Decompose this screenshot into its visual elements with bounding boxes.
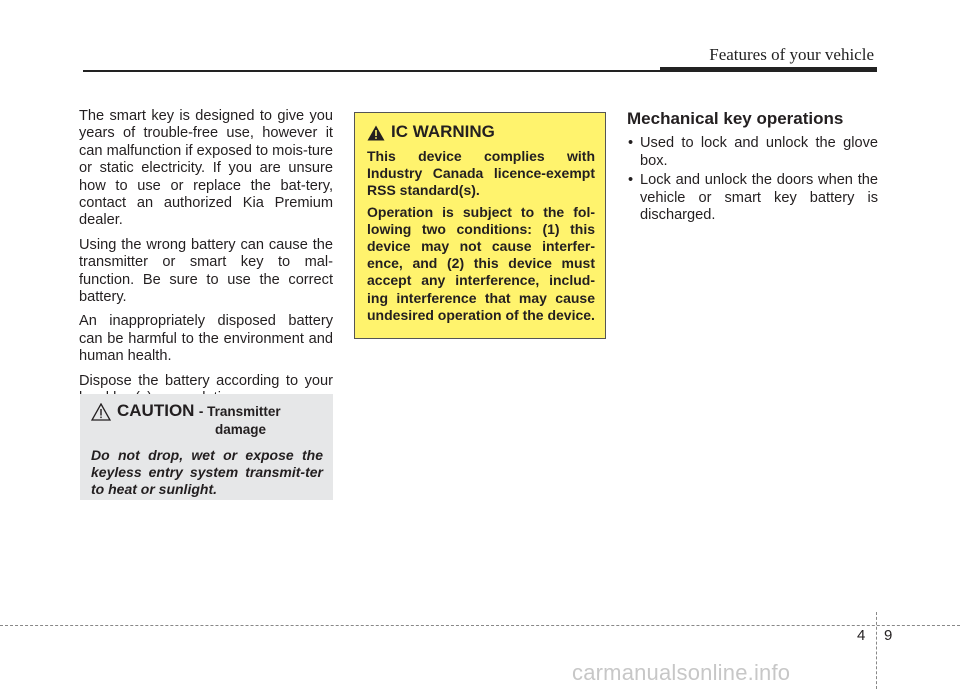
list-item-text: Lock and unlock the doors when the vehicle or smart key battery is discharged. bbox=[640, 172, 878, 224]
warning-triangle-icon bbox=[367, 125, 385, 141]
section-title: Mechanical key operations bbox=[627, 109, 844, 128]
header-rule-accent bbox=[660, 67, 877, 72]
warning-heading bbox=[367, 122, 595, 144]
paragraph: The smart key is designed to give you years of trouble-free use, however it can malfunction if exposed to mois-ture or static electricity. If you are unsure how to use or replace the bat-tery, contact an authorized Kia Premium dealer. bbox=[79, 108, 333, 229]
caution-subtitle-line2: damage bbox=[215, 422, 267, 437]
warning-paragraph: Operation is subject to the fol-lowing two conditions: (1) this device may not cause interfer-ence, and (2) this device must accept any interference, includ-ing interference that may cause undesired operation of the device. bbox=[367, 203, 595, 323]
footer-divider bbox=[876, 612, 877, 689]
footer-rule bbox=[0, 625, 960, 626]
ic-warning-box bbox=[354, 112, 606, 339]
caution-heading bbox=[91, 402, 323, 439]
chapter-number: 4 bbox=[857, 627, 866, 644]
list-item-text: Used to lock and unlock the glove box. bbox=[640, 135, 878, 169]
section-header-title: Features of your vehicle bbox=[709, 45, 874, 64]
right-column bbox=[627, 110, 878, 226]
page-number: 9 bbox=[884, 627, 893, 644]
warning-title: IC WARNING bbox=[391, 122, 495, 141]
warning-paragraph: This device complies with Industry Canada licence-exempt RSS standard(s). bbox=[367, 148, 595, 199]
caution-triangle-icon bbox=[91, 403, 111, 421]
caution-body: Do not drop, wet or expose the keyless entry system transmit-ter to heat or sunlight. bbox=[91, 447, 323, 497]
list-item bbox=[627, 135, 878, 170]
watermark: carmanualsonline.info bbox=[572, 660, 791, 685]
paragraph: Dispose the battery according to your bbox=[79, 372, 333, 389]
caution-subtitle: - Transmitter bbox=[198, 404, 281, 419]
paragraph: An inappropriately disposed battery can be harmful to the environment and human health. bbox=[79, 313, 333, 365]
bullet-list bbox=[627, 135, 878, 224]
left-column bbox=[79, 108, 333, 415]
caution-box bbox=[80, 394, 333, 500]
list-item bbox=[627, 172, 878, 224]
bullet-icon: • bbox=[628, 135, 634, 152]
caution-title: CAUTION bbox=[117, 401, 195, 420]
paragraph: Using the wrong battery can cause the transmitter or smart key to mal-function. Be sure to use the correct battery. bbox=[79, 236, 333, 306]
bullet-icon: • bbox=[628, 172, 634, 189]
